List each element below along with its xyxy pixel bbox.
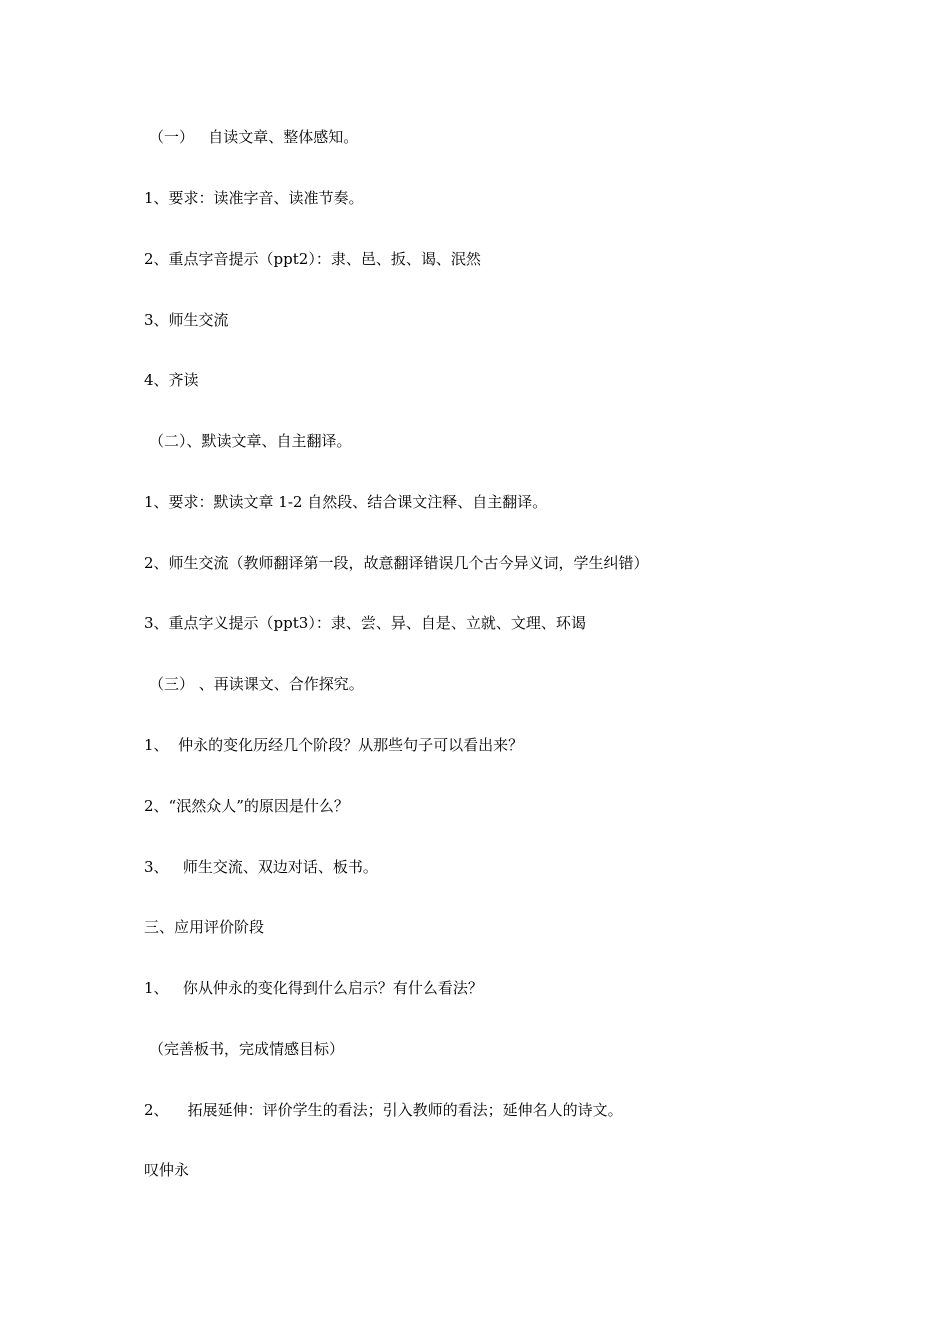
paragraph-line: 3、重点字义提示（ppt3）：隶、尝、异、自是、立就、文理、环谒	[144, 614, 586, 632]
paragraph-line: 1、 仲永的变化历经几个阶段？从那些句子可以看出来？	[144, 736, 524, 754]
paragraph-line: 2、重点字音提示（ppt2）：隶、邑、扳、谒、泯然	[144, 250, 481, 268]
paragraph-line: 1、要求：默读文章 1-2 自然段、结合课文注释、自主翻译。	[144, 493, 548, 511]
paragraph-line: （完善板书，完成情感目标）	[149, 1040, 345, 1058]
paragraph-line: 1、 你从仲永的变化得到什么启示？有什么看法？	[144, 979, 483, 997]
closing-title: 叹仲永	[144, 1161, 190, 1179]
section-heading-1: （一） 自读文章、整体感知。	[149, 128, 359, 146]
section-heading-stage: 三、应用评价阶段	[144, 918, 265, 936]
paragraph-line: 2、师生交流（教师翻译第一段，故意翻译错误几个古今异义词，学生纠错）	[144, 554, 649, 572]
paragraph-line: 3、师生交流	[144, 311, 229, 329]
paragraph-line: 1、要求：读准字音、读准节奏。	[144, 189, 364, 207]
section-heading-2: （二）、默读文章、自主翻译。	[149, 432, 352, 450]
paragraph-line: 2、“泯然众人”的原因是什么？	[144, 797, 349, 815]
paragraph-line: 2、 拓展延伸：评价学生的看法；引入教师的看法；延伸名人的诗文。	[144, 1101, 623, 1119]
section-heading-3: （三） 、再读课文、合作探究。	[149, 675, 364, 693]
paragraph-line: 3、 师生交流、双边对话、板书。	[144, 858, 378, 876]
paragraph-line: 4、齐读	[144, 371, 199, 389]
